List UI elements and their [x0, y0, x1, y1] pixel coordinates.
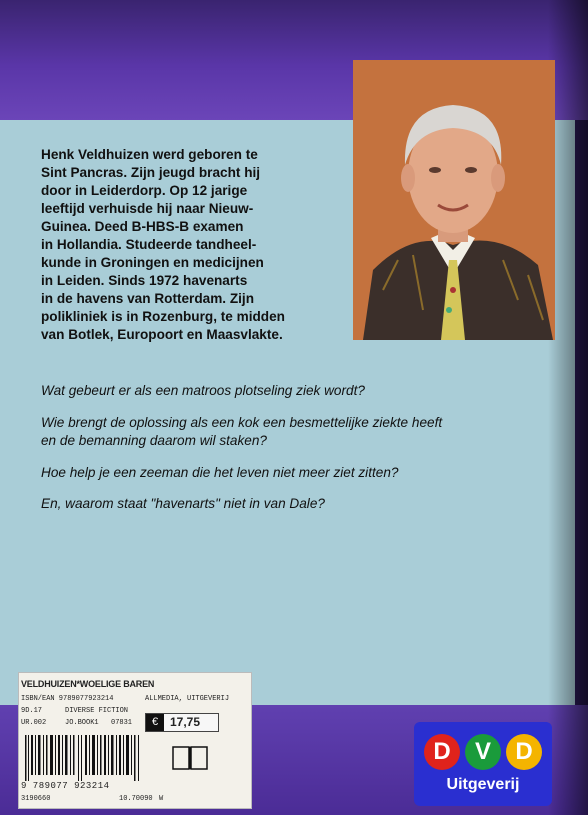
isbn-line: ISBN/EAN 9789077923214 — [21, 695, 114, 703]
publisher-logo — [414, 722, 552, 806]
code-6: 10.70090 — [119, 795, 153, 803]
logo-letter-d1: D — [424, 734, 460, 770]
logo-letter-d2: D — [506, 734, 542, 770]
logo-text: Uitgeverij — [446, 776, 520, 793]
question-3: Hoe help je een zeeman die het leven niet meer ziet zitten? — [41, 464, 399, 480]
code-3: JO.BOOK1 — [65, 719, 99, 727]
code-4: 07831 — [111, 719, 133, 727]
author-bio: Henk Veldhuizen werd geboren te Sint Pancras. Zijn jeugd bracht hij door in Leiderdorp. Op 12 jarige leeftijd verhuisde hij naar Nieuw- Guinea. Deed B-HBS-B examen in Hollandia. Studeerde tandheel- kunde in Groningen en medicijnen in Leiden. Sinds 1972 havenarts in de havens van Rotterdam. Zijn polikliniek is in Rozenburg, te midden van Botlek, Europoort en Maasvlakte. — [41, 147, 285, 342]
question-list — [41, 382, 556, 527]
question-2: Wie brengt de oplossing als een kok een besmettelijke ziekte heeft en de bemanning daarom wil staken? — [41, 414, 443, 448]
code-7: W — [159, 795, 164, 803]
dvd-letters — [424, 734, 542, 770]
book-icon — [171, 743, 211, 773]
code-5: 3190660 — [21, 795, 51, 803]
genre: DIVERSE FICTION — [65, 707, 129, 715]
logo-letter-v: V — [465, 734, 501, 770]
author-photo — [353, 60, 555, 340]
sticker-title: VELDHUIZEN*WOELIGE BAREN — [21, 679, 155, 689]
code-1: 9D.17 — [21, 707, 43, 715]
question-1: Wat gebeurt er als een matroos plotseling ziek wordt? — [41, 383, 365, 398]
publisher: ALLMEDIA, UITGEVERIJ — [145, 695, 230, 703]
question-4: En, waarom staat "havenarts" niet in van Dale? — [41, 496, 325, 511]
barcode — [23, 735, 143, 781]
code-2: UR.002 — [21, 719, 47, 727]
barcode-number: 9 789077 923214 — [21, 781, 110, 791]
price-sticker — [18, 672, 252, 809]
euro-sign: € — [146, 714, 164, 731]
price-box — [145, 713, 219, 732]
price-value: 17,75 — [170, 715, 201, 729]
